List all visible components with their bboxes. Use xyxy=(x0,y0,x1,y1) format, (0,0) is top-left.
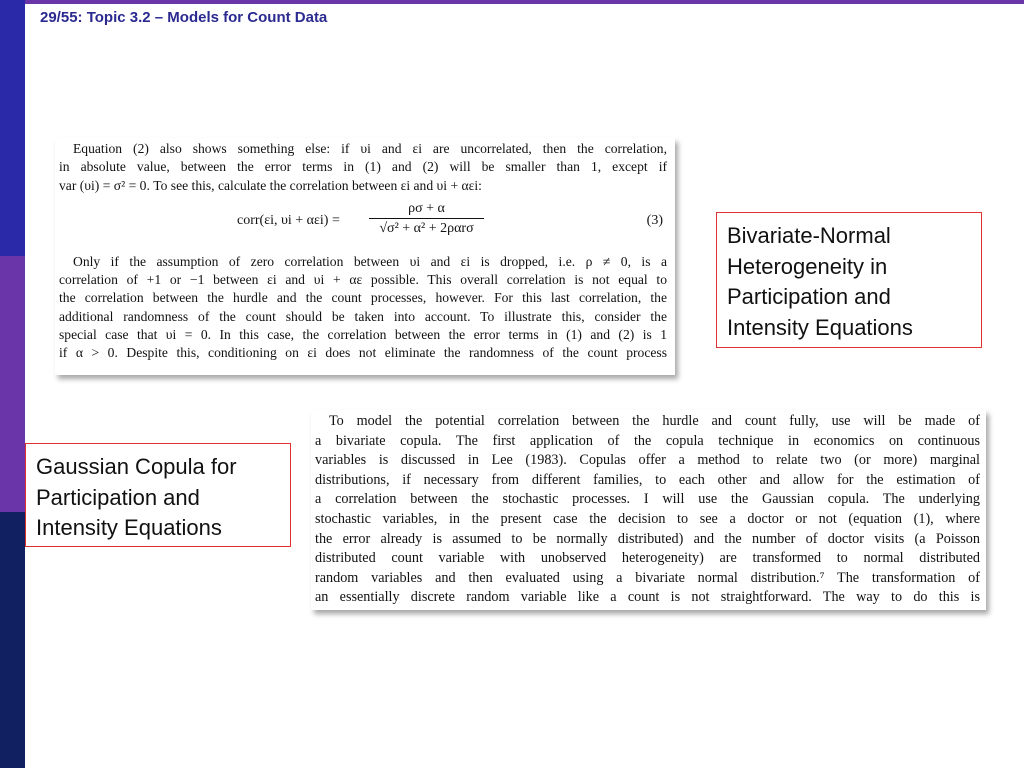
excerpt-line: Only if the assumption of zero correlation between υi and εi is dropped, i.e. ρ ≠ 0, is a xyxy=(73,253,667,269)
excerpt-line: in absolute value, between the error terms in (1) and (2) will be smaller than 1, except if xyxy=(59,159,667,175)
bivariate-normal-label xyxy=(716,212,982,348)
equation-lhs: corr(εi, υi + αεi) = xyxy=(237,212,340,228)
excerpt-line: special case that υi = 0. In this case, the correlation between the error terms in (1) and (2) is 1 xyxy=(59,327,667,343)
gaussian-copula-label xyxy=(25,443,291,547)
excerpt-line: var (υi) = σ² = 0. To see this, calculate the correlation between εi and υi + αεi: xyxy=(59,177,482,193)
equation-fraction xyxy=(369,199,484,239)
slide-header: 29/55: Topic 3.2 – Models for Count Data xyxy=(40,9,328,26)
excerpt-line: variables is discussed in Lee (1983). Copulas offer a method to relate two (or more) marginal xyxy=(315,452,980,469)
left-band-middle xyxy=(0,256,25,512)
excerpt-line: the correlation between the hurdle and the count processes, however. For this last correlation, the xyxy=(59,290,667,306)
equation-numerator: ρσ + α xyxy=(369,199,484,219)
excerpt-line: additional randomness of the count should be taken into account. To illustrate this, consider the xyxy=(59,308,667,324)
excerpt-line: correlation of +1 or −1 between εi and υi + αε possible. This overall correlation is not equal to xyxy=(59,272,667,288)
excerpt-line: To model the potential correlation between the hurdle and count fully, use will be made of xyxy=(329,413,980,429)
excerpt-line: the error already is assumed to be normally distributed) and the number of doctor visits (a Poisson xyxy=(315,530,980,547)
left-band-bottom xyxy=(0,512,25,768)
top-accent-line xyxy=(25,0,1024,4)
excerpt-line: distributions, if necessary from different families, to each other and allow for the estimation of xyxy=(315,471,980,488)
paper-excerpt-copula xyxy=(311,410,986,610)
label-line: Bivariate-Normal xyxy=(727,223,891,248)
label-line: Intensity Equations xyxy=(36,515,222,540)
excerpt-line: a bivariate copula. The first application of the copula technique in economics on continuous xyxy=(315,432,980,449)
excerpt-line: Equation (2) also shows something else: if υi and εi are uncorrelated, then the correlation, xyxy=(73,141,667,156)
paper-excerpt-correlation xyxy=(55,138,675,375)
left-band-top xyxy=(0,0,25,256)
excerpt-line: an essentially discrete random variable like a count is not straightforward. The way to do this is xyxy=(315,589,980,606)
equation-denominator: √σ² + α² + 2ραrσ xyxy=(379,220,474,236)
label-line: Intensity Equations xyxy=(727,314,913,340)
label-line: Heterogeneity in xyxy=(727,253,888,279)
excerpt-line: a correlation between the stochastic processes. I will use the Gaussian copula. The underlying xyxy=(315,491,980,508)
excerpt-line: if α > 0. Despite this, conditioning on εi does not eliminate the randomness of the count process xyxy=(59,345,667,361)
equation-number: (3) xyxy=(646,212,663,228)
label-line: Participation and xyxy=(36,484,200,510)
equation-3 xyxy=(59,199,667,249)
excerpt-line: distributed count variable with unobserved heterogeneity) are transformed to normal distributed xyxy=(315,550,980,567)
label-line: Participation and xyxy=(727,284,891,309)
excerpt-line: random variables and then evaluated using a bivariate normal distribution.⁷ The transformation of xyxy=(315,569,980,586)
label-line: Gaussian Copula for xyxy=(36,454,237,479)
excerpt-line: stochastic variables, in the present case the decision to see a doctor or not (equation (1), where xyxy=(315,510,980,527)
